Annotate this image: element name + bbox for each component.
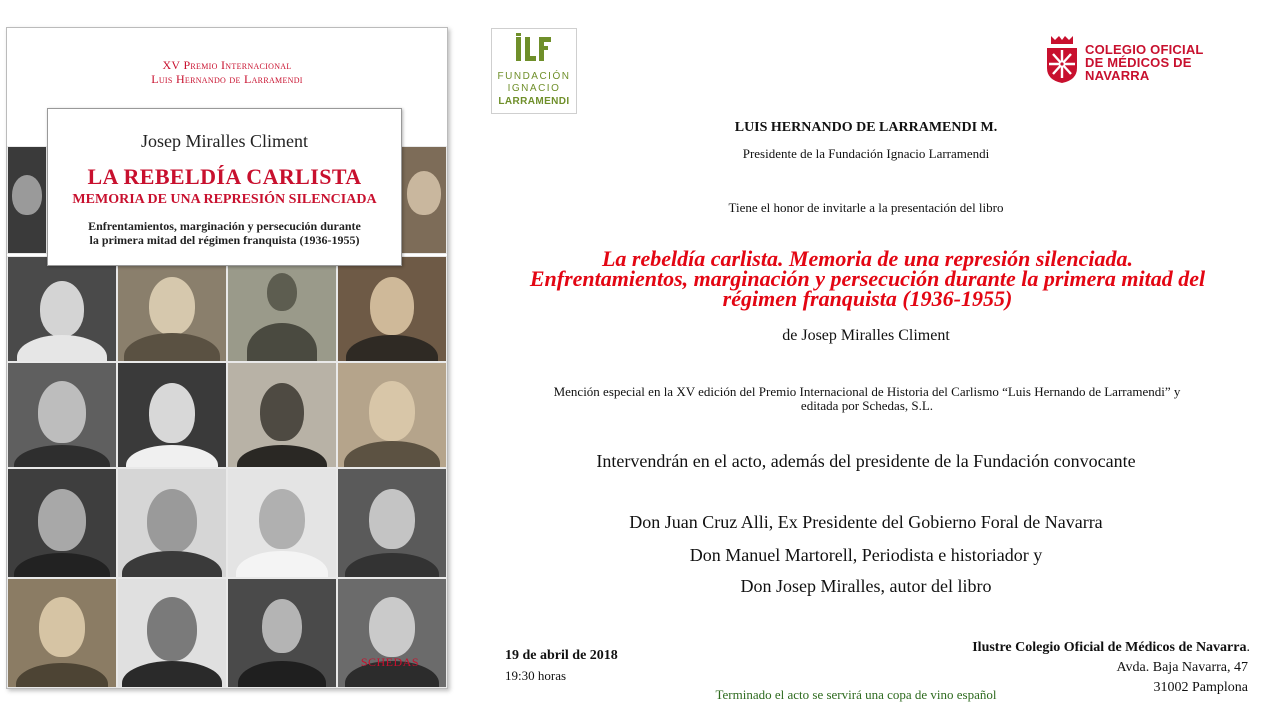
colegio-medicos-wordmark: [1085, 43, 1204, 82]
book-title-line-2: Enfrentamientos, marginación y persecución durante la primera mitad del: [529, 266, 1206, 291]
book-title: [470, 246, 1265, 311]
portrait-photo: [117, 362, 227, 468]
portrait-photo: [117, 256, 227, 362]
invitation-line: Tiene el honor de invitarle a la presentación del libro: [728, 200, 1004, 215]
portrait-photo: [227, 578, 337, 688]
portrait-photo: [227, 468, 337, 578]
host-name: LUIS HERNANDO DE LARRAMENDI M.: [734, 120, 998, 135]
portrait-photo: [117, 578, 227, 688]
book-cover: [6, 27, 448, 689]
venue-name: Ilustre Colegio Oficial de Médicos de Navarra: [972, 640, 1247, 655]
cover-publisher: SCHEDAS: [360, 655, 419, 669]
portrait-photo: [400, 146, 447, 254]
portrait-photo: [7, 362, 117, 468]
fundacion-larramendi-logo: [491, 28, 577, 114]
portrait-photo: [7, 146, 47, 254]
portrait-photo: [117, 468, 227, 578]
venue-address-city: 31002 Pamplona: [1153, 680, 1248, 695]
book-author: de Josep Miralles Climent: [782, 327, 950, 344]
closing-note: Terminado el acto se servirá una copa de vino español: [715, 687, 997, 702]
speakers-intro: Intervendrán en el acto, además del presidente de la Fundación convocante: [596, 451, 1136, 471]
colegio-medicos-logo: [1045, 34, 1245, 90]
cover-prize-caption: [7, 58, 447, 86]
cover-prize-line-2: Luis Hernando de Larramendi: [151, 72, 303, 86]
cover-description: [68, 219, 381, 247]
venue-address-street: Avda. Baja Navarra, 47: [1116, 660, 1248, 675]
fil-logo-line-3: LARRAMENDI: [498, 96, 570, 107]
cover-author: Josep Miralles Climent: [141, 131, 308, 151]
com-logo-line-1: COLEGIO OFICIAL: [1085, 42, 1204, 57]
cover-subtitle: MEMORIA DE UNA REPRESIÓN SILENCIADA: [72, 192, 377, 207]
portrait-photo: [227, 256, 337, 362]
host-role: Presidente de la Fundación Ignacio Larramendi: [742, 146, 990, 161]
fil-monogram-icon: [514, 33, 554, 63]
cover-title-panel: [47, 108, 402, 266]
speaker-2: Don Manuel Martorell, Periodista e historiador y: [689, 545, 1043, 565]
portrait-photo: [7, 256, 117, 362]
cover-description-line-1: Enfrentamientos, marginación y persecución durante: [88, 219, 361, 233]
award-mention-line-2: editada por Schedas, S.L.: [800, 398, 934, 413]
speaker-1: Don Juan Cruz Alli, Ex Presidente del Gobierno Foral de Navarra: [629, 512, 1103, 532]
book-title-line-1: La rebeldía carlista. Memoria de una represión silenciada.: [601, 246, 1134, 271]
cover-description-line-2: la primera mitad del régimen franquista (1936-1955): [89, 233, 360, 247]
coat-of-arms-icon: [1045, 34, 1079, 84]
cover-prize-line-1: XV Premio Internacional: [162, 58, 292, 72]
portrait-photo: [7, 578, 117, 688]
fil-logo-line-1: FUNDACIÓN: [497, 71, 571, 82]
fil-logo-line-2: IGNACIO: [507, 83, 561, 94]
event-venue: [972, 640, 1250, 656]
cover-title: LA REBELDÍA CARLISTA: [87, 164, 362, 189]
portrait-photo: [7, 468, 117, 578]
com-logo-line-2: DE MÉDICOS DE: [1085, 55, 1192, 70]
com-logo-line-3: NAVARRA: [1085, 68, 1150, 83]
portrait-photo: [337, 362, 447, 468]
portrait-photo: [337, 578, 447, 688]
portrait-photo: [337, 468, 447, 578]
book-title-line-3: régimen franquista (1936-1955): [722, 286, 1013, 311]
award-mention-line-1: Mención especial en la XV edición del Premio Internacional de Historia del Carlismo “Luis Hernando de Larramendi” y: [553, 384, 1181, 399]
speaker-3: Don Josep Miralles, autor del libro: [740, 576, 992, 596]
event-time: 19:30 horas: [505, 668, 567, 683]
event-date: 19 de abril de 2018: [505, 648, 618, 663]
venue-dot: .: [1246, 640, 1250, 655]
portrait-photo: [227, 362, 337, 468]
portrait-photo: [337, 256, 447, 362]
award-mention: [474, 385, 1260, 413]
